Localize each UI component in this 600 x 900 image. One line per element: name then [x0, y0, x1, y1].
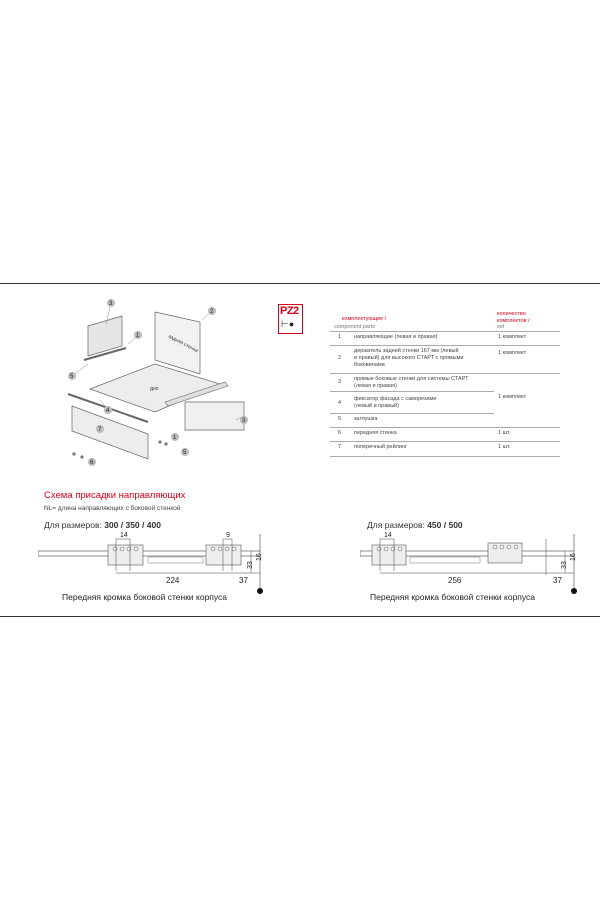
callout-3-right — [240, 416, 248, 424]
bottom-label: дно — [150, 386, 159, 392]
svg-text:1: 1 — [173, 435, 177, 441]
back-panel-label: задняя стенка — [167, 333, 199, 355]
callout-6 — [88, 458, 96, 466]
svg-text:1: 1 — [136, 333, 140, 339]
scheme-subtitle: NL= длина направляющих с боковой стенкой — [44, 505, 181, 512]
callout-4 — [104, 406, 112, 414]
pz2-logo: PZ2 ⊢● — [278, 304, 303, 334]
header-qty-ru: количество комплектов / — [497, 311, 530, 324]
assembly-illustration — [60, 294, 260, 474]
caption-left: Передняя кромка боковой стенки корпуса — [62, 592, 228, 602]
callout-2 — [208, 307, 216, 315]
caption-right: Передняя кромка боковой стенки корпуса — [370, 592, 536, 602]
svg-text:5: 5 — [70, 374, 74, 380]
table-row: 5 заглушка — [330, 413, 494, 428]
svg-text:9: 9 — [226, 532, 230, 539]
svg-text:256: 256 — [448, 576, 462, 585]
merged-qty: 1 комплект — [498, 394, 527, 400]
table-row: 6 передняя стенка 1 шт. — [330, 427, 560, 442]
table-row: 1 направляющие (левая и правая) 1 комплект — [330, 331, 560, 346]
svg-text:37: 37 — [553, 576, 562, 585]
svg-text:5: 5 — [183, 450, 187, 456]
callout-1-left — [134, 331, 142, 339]
svg-text:7: 7 — [98, 427, 102, 433]
svg-text:16: 16 — [256, 553, 263, 561]
size-label-left: Для размеров: 300 / 350 / 400 — [44, 520, 161, 530]
svg-text:4: 4 — [106, 408, 110, 414]
callout-5-left — [68, 372, 76, 380]
scheme-title: Схема присадки направляющих — [44, 490, 186, 501]
svg-text:33: 33 — [561, 561, 568, 569]
svg-text:6: 6 — [90, 460, 94, 466]
callout-3-top — [107, 299, 115, 307]
callout-7 — [96, 425, 104, 433]
svg-text:14: 14 — [120, 532, 128, 539]
table-row: 3 прямые боковые стенки для системы СТАРТ (левая и правая) — [330, 373, 494, 392]
svg-text:3: 3 — [242, 418, 246, 424]
table-row: 4 фиксатор фасада с саморезами (левый и правый) — [330, 391, 494, 414]
header-components-en: component parts — [334, 324, 375, 330]
header-components-ru: комплектующие / — [342, 316, 387, 322]
catalog-sheet — [0, 283, 600, 617]
table-row: 2 держатель задней стенки 167 мм (левый и правый) для высокого СТАРТ с прямыми боковинами 1 комплект — [330, 345, 560, 374]
svg-text:37: 37 — [239, 576, 248, 585]
callout-1-right — [171, 433, 179, 441]
callout-5-right — [181, 448, 189, 456]
svg-text:14: 14 — [384, 532, 392, 539]
svg-text:224: 224 — [166, 576, 180, 585]
svg-text:33: 33 — [247, 561, 254, 569]
svg-text:2: 2 — [210, 309, 214, 315]
size-label-right: Для размеров: 450 / 500 — [367, 520, 463, 530]
svg-text:3: 3 — [109, 301, 113, 307]
svg-text:16: 16 — [570, 553, 577, 561]
screw-icon: ⊢● — [281, 319, 295, 329]
header-qty-en: set — [497, 324, 505, 330]
table-row: 7 поперечный рейлинг 1 шт. — [330, 441, 560, 457]
